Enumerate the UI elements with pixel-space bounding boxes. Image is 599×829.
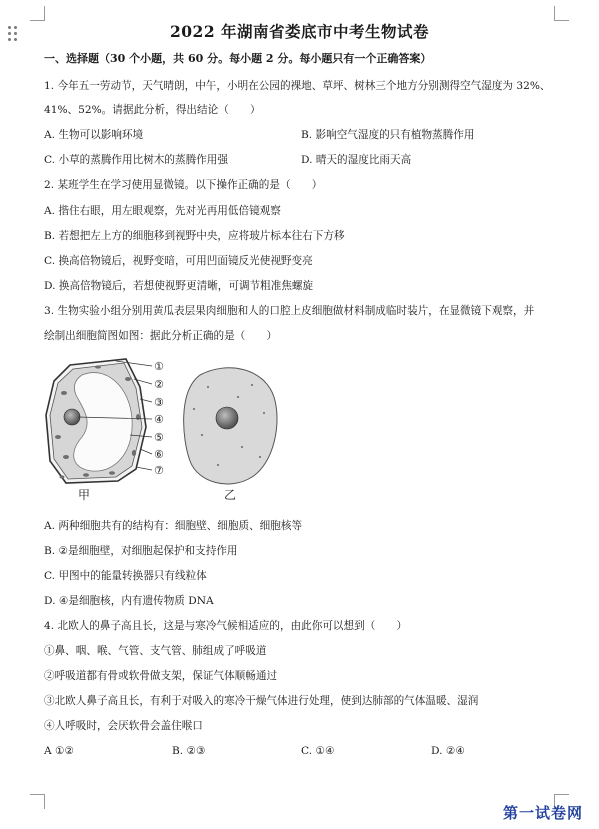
q4-option-d[interactable]: D. ②④ xyxy=(431,745,465,757)
label-6: ⑥ xyxy=(154,448,164,461)
q4-statement-2: ②呼吸道都有骨或软骨做支架，保证气体顺畅通过 xyxy=(44,670,278,682)
watermark-logo: 第一试卷网 xyxy=(502,804,583,822)
q1-stem-line1: 1. 今年五一劳动节，天气晴朗，中午，小明在公园的裸地、草坪、树林三个地方分别测得空气湿度为 32%、 xyxy=(44,80,551,92)
q1-option-c[interactable]: C. 小草的蒸腾作用比树木的蒸腾作用强 xyxy=(44,154,228,166)
animal-cell-yi xyxy=(184,368,277,484)
q3-stem-line1: 3. 生物实验小组分别用黄瓜表层果肉细胞和人的口腔上皮细胞做材料制成临时装片，在显微镜下观察，并 xyxy=(44,305,535,317)
q3-option-d[interactable]: D. ④是细胞核，内有遗传物质 DNA xyxy=(44,595,214,607)
plant-nucleus xyxy=(64,409,80,425)
q2-option-d[interactable]: D. 换高倍物镜后，若想使视野更清晰，可调节粗准焦螺旋 xyxy=(44,280,314,292)
animal-nucleus xyxy=(216,407,238,429)
page-title: 2022 年湖南省娄底市中考生物试卷 xyxy=(169,22,430,41)
plant-cell-jia xyxy=(46,359,152,483)
label-4: ④ xyxy=(154,413,164,426)
q4-stem: 4. 北欧人的鼻子高且长，这是与寒冷气候相适应的，由此你可以想到（ ） xyxy=(44,620,408,632)
q4-option-b[interactable]: B. ②③ xyxy=(172,745,206,757)
q2-option-b[interactable]: B. 若想把左上方的细胞移到视野中央，应将玻片标本往右下方移 xyxy=(44,230,345,242)
corner-mark-top-right xyxy=(554,6,569,21)
q1-option-d[interactable]: D. 晴天的湿度比雨天高 xyxy=(301,154,412,166)
q3-option-a[interactable]: A. 两种细胞共有的结构有：细胞壁、细胞质、细胞核等 xyxy=(44,520,303,532)
q3-option-c[interactable]: C. 甲图中的能量转换器只有线粒体 xyxy=(44,570,207,582)
q3-option-b[interactable]: B. ②是细胞壁，对细胞起保护和支持作用 xyxy=(44,545,238,557)
q1-stem-line2: 41%、52%。请据此分析，得出结论（ ） xyxy=(44,104,261,116)
label-5: ⑤ xyxy=(154,431,164,444)
q4-option-a[interactable]: A ①② xyxy=(44,745,75,757)
q1-option-a[interactable]: A. 生物可以影响环境 xyxy=(44,129,144,141)
label-2: ② xyxy=(154,378,164,391)
q1-option-b[interactable]: B. 影响空气湿度的只有植物蒸腾作用 xyxy=(301,129,475,141)
corner-mark-bottom-left xyxy=(30,794,45,809)
label-yi: 乙 xyxy=(224,488,237,502)
q4-statement-3: ③北欧人鼻子高且长，有利于对吸入的寒冷干燥气体进行处理，使到达肺部的气体温暖、湿润 xyxy=(44,695,479,707)
label-1: ① xyxy=(154,360,164,373)
q4-statement-1: ①鼻、咽、喉、气管、支气管、肺组成了呼吸道 xyxy=(44,645,267,657)
label-jia: 甲 xyxy=(78,488,91,502)
section-heading: 一、选择题（30 个小题，共 60 分。每小题 2 分。每小题只有一个正确答案） xyxy=(44,52,432,65)
label-7: ⑦ xyxy=(154,464,164,477)
q4-option-c[interactable]: C. ①④ xyxy=(301,745,335,757)
q2-stem: 2. 某班学生在学习使用显微镜。以下操作正确的是（ ） xyxy=(44,179,323,191)
q2-option-a[interactable]: A. 揩住右眼，用左眼观察，先对光再用低倍镜观察 xyxy=(44,205,281,217)
q3-stem-line2: 绘制出细胞简图如图：据此分析正确的是（ ） xyxy=(44,330,278,342)
label-3: ③ xyxy=(154,396,164,409)
q2-option-c[interactable]: C. 换高倍物镜后，视野变暗，可用凹面镜反光使视野变亮 xyxy=(44,255,313,267)
cell-diagram xyxy=(42,357,282,507)
callout-numbers xyxy=(154,360,164,477)
corner-mark-top-left xyxy=(30,6,45,21)
q4-statement-4: ④人呼吸时，会厌软骨会盖住喉口 xyxy=(44,720,203,732)
